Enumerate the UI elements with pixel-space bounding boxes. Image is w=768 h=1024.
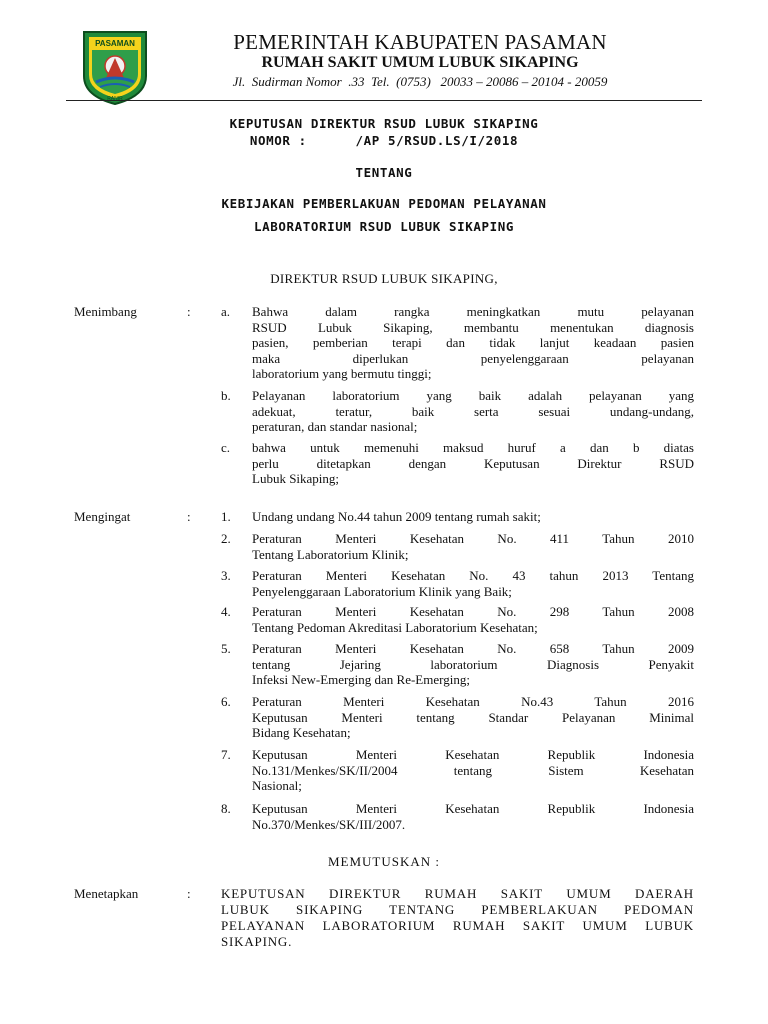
decree-subject-line-2: LABORATORIUM RSUD LUBUK SIKAPING [253, 219, 515, 234]
mengingat-label: Mengingat [74, 509, 131, 524]
mengingat-item-marker: 4. [221, 604, 231, 619]
director-line: DIREKTUR RSUD LUBUK SIKAPING, [270, 271, 498, 286]
menimbang-item-marker: a. [221, 304, 231, 319]
mengingat-item-marker: 2. [221, 531, 231, 546]
menimbang-colon: : [187, 304, 191, 319]
mengingat-item-marker: 5. [221, 641, 231, 656]
text-line: Pelayanan laboratorium yang baik adalah pelayanan yang [252, 388, 694, 403]
text-line: SIKAPING. [221, 934, 293, 949]
mengingat-item-marker: 1. [221, 509, 231, 524]
decree-heading: KEPUTUSAN DIREKTUR RSUD LUBUK SIKAPING [229, 116, 539, 131]
letterhead-title: PEMERINTAH KABUPATEN PASAMAN [233, 30, 607, 54]
svg-text:PASAMAN: PASAMAN [95, 39, 135, 48]
text-line: No.131/Menkes/SK/II/2004 tentang Sistem Kesehatan [252, 762, 694, 778]
svg-text:RANIR: RANIR [107, 96, 123, 102]
menimbang-item-text [252, 440, 694, 487]
mengingat-item-marker: 6. [221, 694, 231, 709]
decree-subject-line-1: KEBIJAKAN PEMBERLAKUAN PEDOMAN PELAYANAN [221, 196, 547, 211]
text-line: peraturan, dan standar nasional; [252, 419, 418, 435]
text-line: Bidang Kesehatan; [252, 725, 351, 741]
text-line: Tentang Pedoman Akreditasi Laboratorium Kesehatan; [252, 619, 538, 635]
text-line: LUBUK SIKAPING TENTANG PEMBERLAKUAN PEDOMAN [221, 902, 694, 917]
text-line: Keputusan Menteri Kesehatan Republik Indonesia [252, 747, 694, 762]
letterhead-divider [66, 100, 702, 101]
mengingat-item-text [252, 531, 694, 562]
decree-about-label: TENTANG [355, 165, 413, 180]
letterhead-address: Jl. Sudirman Nomor .33 Tel. (0753) 20033 – 20086 – 20104 - 20059 [232, 74, 608, 89]
text-line: Tentang Laboratorium Klinik; [252, 546, 409, 562]
mengingat-item-text [252, 747, 694, 794]
decree-number: NOMOR : /AP 5/RSUD.LS/I/2018 [249, 133, 519, 148]
mengingat-item-text [252, 509, 694, 525]
text-line: Bahwa dalam rangka meningkatkan mutu pelayanan [252, 304, 694, 319]
text-line: KEPUTUSAN DIREKTUR RUMAH SAKIT UMUM DAERAH [221, 886, 694, 901]
text-line: Penyelenggaraan Laboratorium Klinik yang Baik; [252, 583, 512, 599]
text-line: perlu ditetapkan dengan Keputusan Direktur RSUD [252, 455, 694, 471]
mengingat-item-marker: 7. [221, 747, 231, 762]
menetapkan-text [221, 886, 694, 950]
text-line: laboratorium yang bermutu tinggi; [252, 366, 432, 382]
text-line: maka diperlukan penyelenggaraan pelayanan [252, 350, 694, 366]
mengingat-item-text [252, 604, 694, 635]
pasaman-regency-logo [78, 28, 152, 106]
menetapkan-colon: : [187, 886, 191, 901]
menimbang-item-text [252, 304, 694, 382]
mengingat-item-marker: 8. [221, 801, 231, 816]
mengingat-item-text [252, 568, 694, 599]
text-line: Peraturan Menteri Kesehatan No. 298 Tahun 2008 [252, 604, 694, 619]
menimbang-item-marker: c. [221, 440, 231, 455]
letterhead-subtitle: RUMAH SAKIT UMUM LUBUK SIKAPING [261, 54, 579, 71]
menetapkan-label: Menetapkan [74, 886, 139, 901]
text-line: Keputusan Menteri tentang Standar Pelayanan Minimal [252, 709, 694, 725]
text-line: Lubuk Sikaping; [252, 471, 340, 487]
mengingat-colon: : [187, 509, 191, 524]
text-line: Peraturan Menteri Kesehatan No.43 Tahun 2016 [252, 694, 694, 709]
mengingat-item-text [252, 801, 694, 832]
mengingat-item-text [252, 694, 694, 741]
mengingat-item-text [252, 641, 694, 688]
text-line: Infeksi New-Emerging dan Re-Emerging; [252, 672, 470, 688]
menimbang-item-text [252, 388, 694, 435]
text-line: tentang Jejaring laboratorium Diagnosis Penyakit [252, 656, 694, 672]
memutuskan-heading: MEMUTUSKAN : [327, 854, 441, 869]
text-line: adekuat, teratur, baik serta sesuai undang-undang, [252, 403, 694, 419]
text-line: bahwa untuk memenuhi maksud huruf a dan b diatas [252, 440, 694, 455]
mengingat-item-marker: 3. [221, 568, 231, 583]
text-line: PELAYANAN LABORATORIUM RUMAH SAKIT UMUM LUBUK [221, 918, 694, 933]
menimbang-label: Menimbang [74, 304, 137, 319]
text-line: pasien, pemberian terapi dan tidak lanjut keadaan pasien [252, 335, 694, 351]
text-line: Peraturan Menteri Kesehatan No. 658 Tahun 2009 [252, 641, 694, 656]
text-line: Nasional; [252, 778, 302, 794]
text-line: No.370/Menkes/SK/III/2007. [252, 816, 406, 832]
text-line: RSUD Lubuk Sikaping, membantu menentukan diagnosis [252, 319, 694, 335]
text-line: Peraturan Menteri Kesehatan No. 411 Tahun 2010 [252, 531, 694, 546]
text-line: Keputusan Menteri Kesehatan Republik Indonesia [252, 801, 694, 816]
text-line: Undang undang No.44 tahun 2009 tentang rumah sakit; [252, 509, 541, 524]
menimbang-item-marker: b. [221, 388, 231, 403]
text-line: Peraturan Menteri Kesehatan No. 43 tahun 2013 Tentang [252, 568, 694, 583]
